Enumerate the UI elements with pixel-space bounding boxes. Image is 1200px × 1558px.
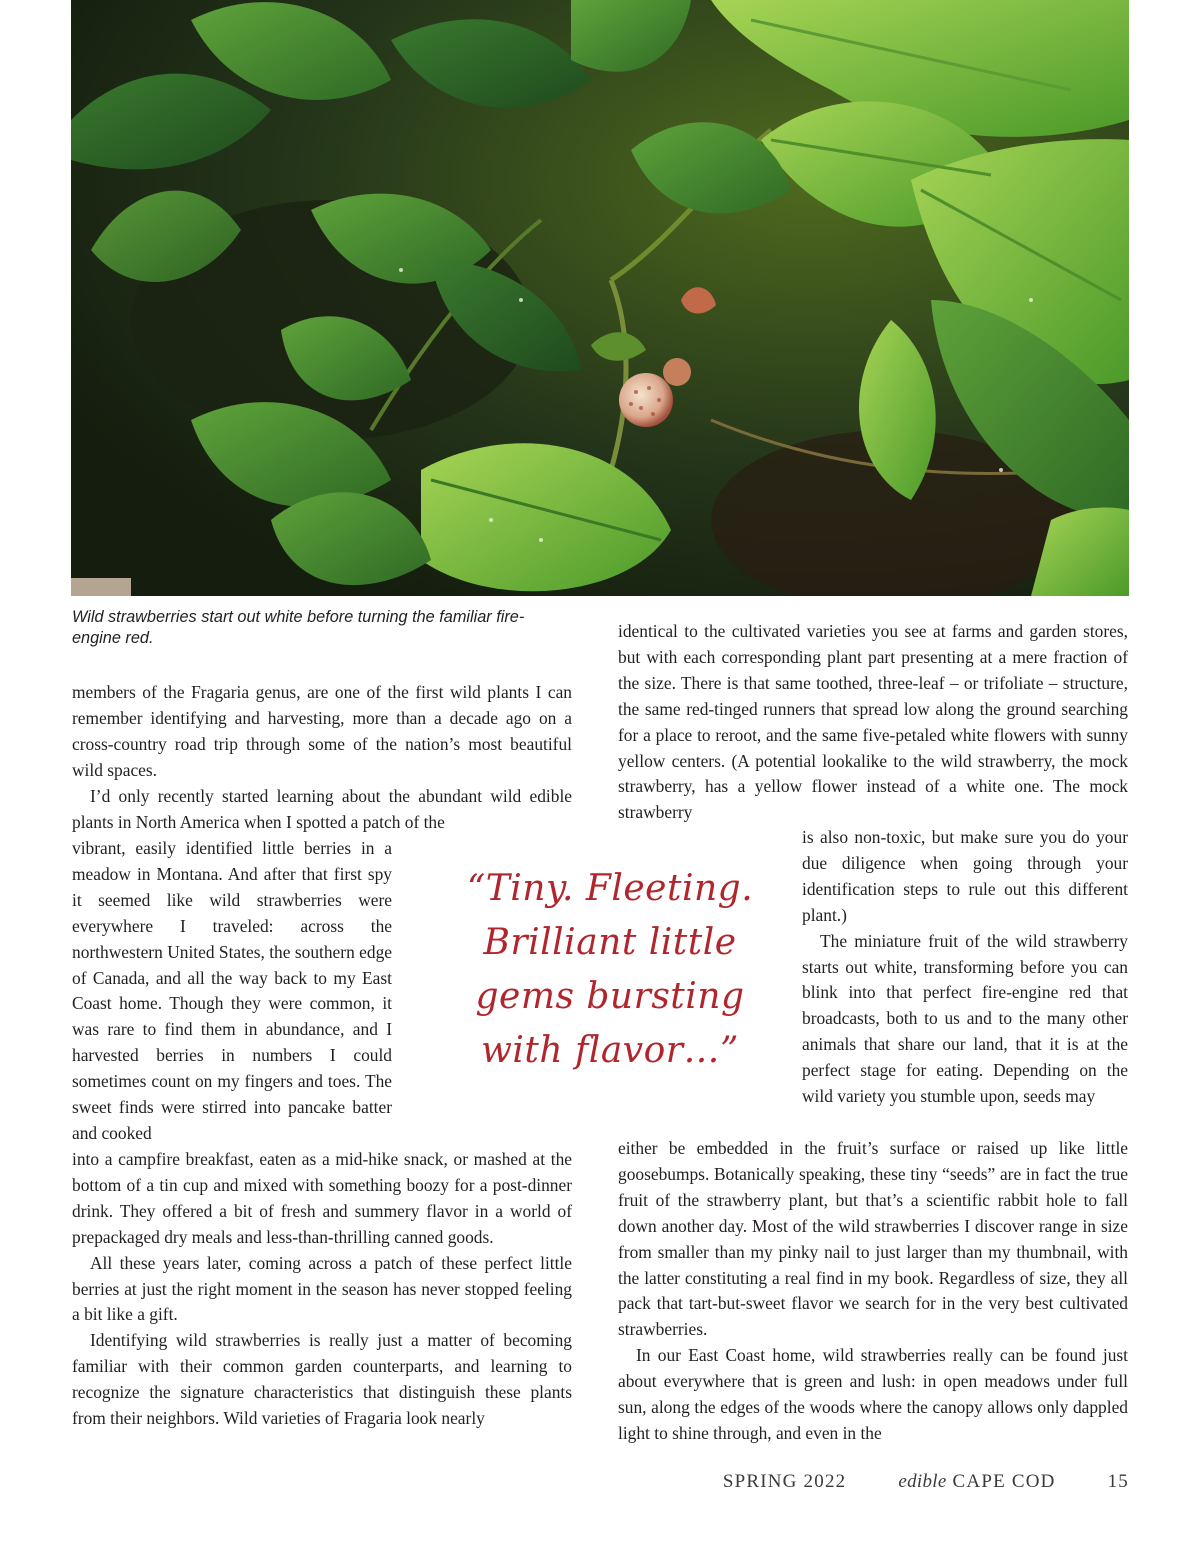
body-paragraph: into a campfire breakfast, eaten as a mid-hike snack, or mashed at the bottom of a tin cup and mixed with something boozy for a post-dinner drink. They offered a bit of fresh and summery flavor in a world of prepackaged dry meals and less-than-thrilling canned goods. xyxy=(72,1149,572,1247)
body-paragraph: is also non-toxic, but make sure you do your due diligence when going through your identification steps to rule out this different plant.) xyxy=(802,827,1128,925)
magazine-prefix: edible xyxy=(898,1471,947,1492)
magazine-title: CAPE COD xyxy=(952,1471,1056,1492)
body-paragraph: Identifying wild strawberries is really just a matter of becoming familiar with their common garden counterparts, and learning to recognize the signature characteristics that distinguish these plants from their neighbors. Wild varieties of Fragaria look nearly xyxy=(72,1330,572,1429)
body-paragraph: The miniature fruit of the wild strawberry starts out white, transforming before you can blink into that perfect fire-engine red that broadcasts, both to us and to the many other animals that share our land, that it is at the perfect stage for eating. Depending on the wild variety you stumble upon, seeds may xyxy=(802,930,1128,1107)
right-column-bottom xyxy=(618,1136,1128,1447)
body-paragraph: All these years later, coming across a patch of these perfect little berries at just the right moment in the season has never stopped feeling a bit like a gift. xyxy=(72,1252,572,1325)
photo-caption: Wild strawberries start out white before turning the familiar fire-engine red. xyxy=(72,608,525,647)
body-paragraph: identical to the cultivated varieties you see at farms and garden stores, but with each corresponding plant part presenting at a mere fraction of the size. There is that same toothed, three-leaf – or trifoliate – structure, the same red-tinged runners that spread low along the ground searching for a place to reroot, and the same five-petaled white flowers with sunny yellow centers. (A potential lookalike to the wild strawberry, the mock strawberry, has a yellow flower instead of a white one. The mock strawberry xyxy=(618,621,1128,823)
page-footer xyxy=(723,1471,1129,1493)
pull-quote: “Tiny. Fleeting. Brilliant little gems bursting with flavor…” xyxy=(466,868,754,1071)
strawberry-photo xyxy=(71,0,1129,596)
magazine-name xyxy=(898,1471,1055,1493)
page-number: 15 xyxy=(1107,1471,1129,1492)
left-column-top xyxy=(72,680,572,835)
body-paragraph: members of the Fragaria genus, are one of the first wild plants I can remember identifying and harvesting, more than a decade ago on a cross-country road trip through some of the nation’s most beautiful wild spaces. xyxy=(72,682,572,780)
left-column-narrow xyxy=(72,836,392,1147)
body-paragraph: either be embedded in the fruit’s surface or raised up like little goosebumps. Botanically speaking, these tiny “seeds” are in fact the true fruit of the strawberry plant, but that’s a scientific rabbit hole to fall down another day. Most of the wild strawberries I discover range in size from smaller than my pinky nail to just larger than my thumbnail, with the latter constituting a real find in my book. Regardless of size, they all pack that tart-but-sweet flavor we search for in the very best cultivated strawberries. xyxy=(618,1138,1128,1340)
left-column-bottom xyxy=(72,1147,572,1432)
body-paragraph: I’d only recently started learning about the abundant wild edible plants in North America when I spotted a patch of the xyxy=(72,785,572,832)
body-paragraph: In our East Coast home, wild strawberries really can be found just about everywhere that is green and lush: in open meadows under full sun, along the edges of the woods where the canopy allows only dappled light to shine through, and even in the xyxy=(618,1345,1128,1443)
issue-season: SPRING 2022 xyxy=(722,1471,847,1492)
strawberry-photo-illustration xyxy=(71,0,1129,596)
right-column-narrow xyxy=(802,825,1128,1110)
body-paragraph: vibrant, easily identified little berries in a meadow in Montana. And after that first spy it seemed like wild strawberries were everywhere I traveled: across the northwestern United States, the southern edge of Canada, and all the way back to my East Coast home. Though they were common, it was rare to find them in abundance, and I harvested berries in numbers I could sometimes count on my fingers and toes. The sweet finds were stirred into pancake batter and cooked xyxy=(72,838,392,1143)
right-column-top xyxy=(618,619,1128,826)
